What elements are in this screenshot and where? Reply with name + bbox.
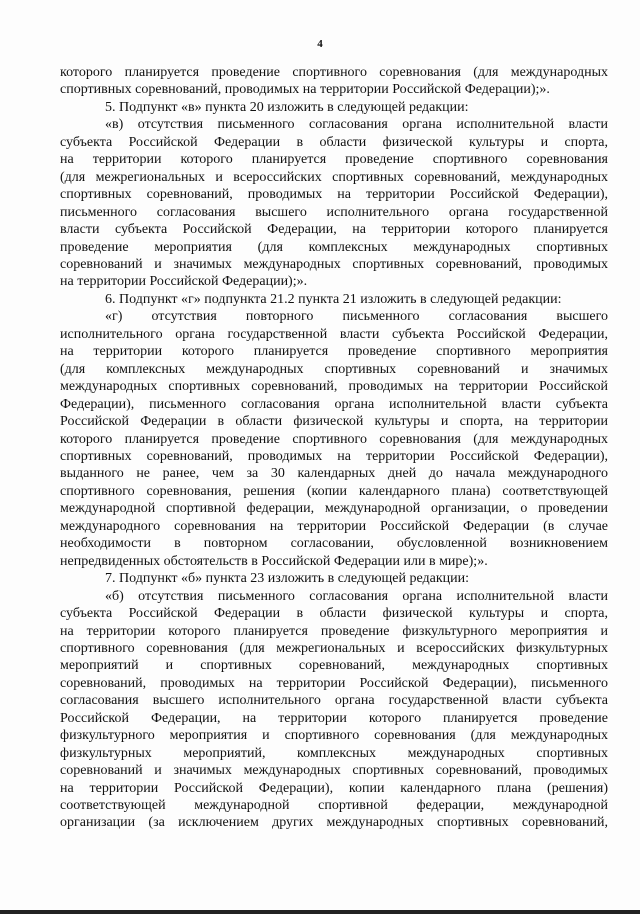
- text-line: физкультурного мероприятия и спортивного соревнования (для международных: [60, 728, 608, 744]
- text-line: проведение мероприятия (для комплексных международных спортивных: [60, 239, 608, 255]
- text-line: 7. Подпункт «б» пункта 23 изложить в следующей редакции:: [105, 571, 470, 587]
- text-line: на территории которого планируется проведение физкультурного мероприятия и: [60, 623, 608, 639]
- text-line: международного соревнования на территории Российской Федерации (в случае: [60, 518, 608, 534]
- text-line: международной спортивной федерации, международной организации, о проведении: [60, 501, 608, 517]
- text-line: спортивного соревнования, решения (копии календарного плана) соответствующей: [60, 483, 608, 499]
- text-line: выданного не ранее, чем за 30 календарных дней до начала международного: [60, 466, 608, 482]
- text-line: 5. Подпункт «в» пункта 20 изложить в следующей редакции:: [105, 99, 469, 115]
- text-line: (для межрегиональных и всероссийских спортивных соревнований, международных: [60, 169, 608, 185]
- text-line: международных спортивных соревнований, проводимых на территории Российской: [60, 379, 608, 395]
- text-line: соревнований, проводимых на территории Российской Федерации), письменного: [60, 675, 608, 691]
- text-line: спортивных соревнований, проводимых на территории Российской Федерации),: [60, 187, 608, 203]
- text-line: на территории которого планируется проведение спортивного соревнования: [60, 152, 608, 168]
- text-line: исполнительного органа государственной власти субъекта Российской Федерации,: [60, 326, 608, 342]
- text-line: Российской Федерации в области физической культуры и спорта, на территории: [60, 414, 608, 430]
- text-line: необходимости в повторном согласовании, обусловленной возникновением: [60, 536, 608, 552]
- text-line: спортивных соревнований, проводимых на территории Российской Федерации);».: [60, 82, 550, 98]
- text-line: субъекта Российской Федерации в области физической культуры и спорта,: [60, 606, 608, 622]
- text-line: которого планируется проведение спортивного соревнования (для международных: [60, 65, 608, 80]
- text-line: физкультурных мероприятий, комплексных международных спортивных: [60, 745, 608, 761]
- text-line: (для комплексных международных спортивных соревнований и значимых: [60, 361, 608, 377]
- text-line: Российской Федерации, на территории которого планируется проведение: [60, 710, 608, 726]
- text-line: 6. Подпункт «г» подпункта 21.2 пункта 21 изложить в следующей редакции:: [105, 291, 562, 307]
- text-line: «г) отсутствия повторного письменного согласования высшего: [105, 309, 608, 325]
- text-line: которого планируется проведение спортивного соревнования (для международных: [60, 431, 608, 447]
- text-line: на территории Российской Федерации), копии календарного плана (решения): [60, 780, 608, 796]
- text-line: Федерации), письменного согласования органа исполнительной власти субъекта: [60, 396, 608, 412]
- text-line: согласования высшего исполнительного органа государственной власти субъекта: [60, 693, 608, 709]
- text-line: на территории которого планируется проведение спортивного мероприятия: [60, 344, 608, 360]
- text-line: соответствующей международной спортивной федерации, международной: [60, 798, 608, 814]
- text-line: на территории Российской Федерации);».: [60, 274, 308, 290]
- text-line: мероприятий и спортивных соревнований, международных спортивных: [60, 658, 608, 674]
- text-line: соревнований и значимых международных спортивных соревнований, проводимых: [60, 256, 608, 272]
- document-body: [60, 64, 608, 832]
- text-line: спортивных соревнований, проводимых на территории Российской Федерации),: [60, 448, 608, 464]
- text-line: организации (за исключением других международных спортивных соревнований,: [60, 815, 608, 831]
- scan-bottom-edge: [0, 910, 640, 914]
- text-line: «в) отсутствия письменного согласования органа исполнительной власти: [105, 117, 608, 133]
- text-line: субъекта Российской Федерации в области физической культуры и спорта,: [60, 134, 608, 150]
- text-line: власти субъекта Российской Федерации, на территории которого планируется: [60, 222, 608, 238]
- page-number: 4: [317, 38, 323, 50]
- text-line: непредвиденных обстоятельств в Российской Федерации или в мире);».: [60, 553, 488, 569]
- text-line: «б) отсутствия письменного согласования органа исполнительной власти: [105, 588, 608, 604]
- text-line: письменного согласования высшего исполнительного органа государственной: [60, 204, 608, 220]
- text-line: соревнований и значимых международных спортивных соревнований, проводимых: [60, 763, 608, 779]
- text-line: спортивного соревнования (для межрегиональных и всероссийских физкультурных: [60, 640, 608, 656]
